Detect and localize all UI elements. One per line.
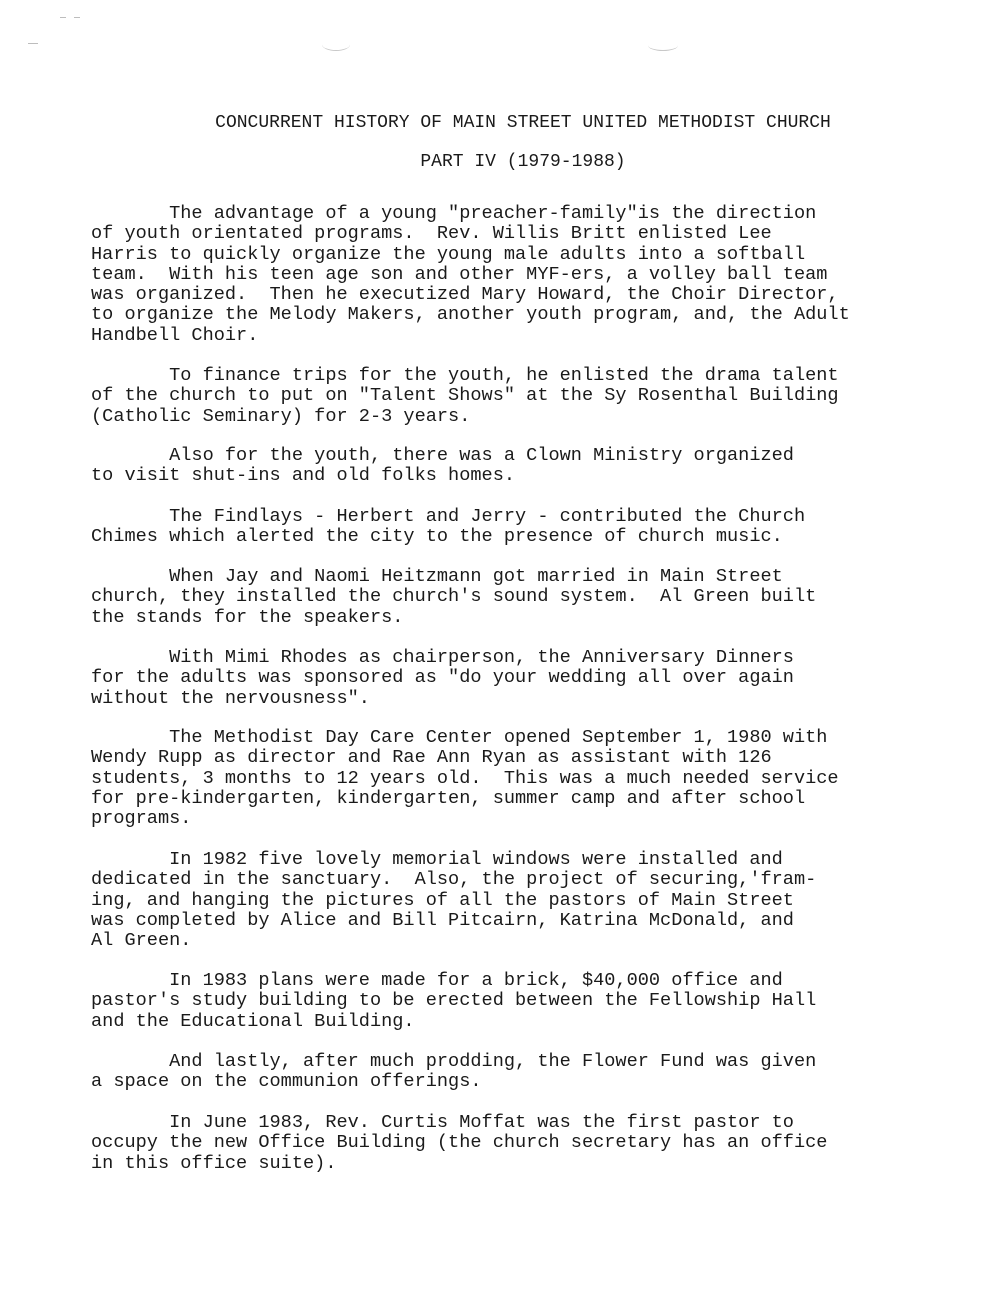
text-line: of youth orientated programs. Rev. Willis Britt enlisted Lee <box>91 223 772 245</box>
text-line: for the adults was sponsored as "do your wedding all over again <box>91 667 794 689</box>
text-line: Chimes which alerted the city to the presence of church music. <box>91 526 783 548</box>
text-line: Wendy Rupp as director and Rae Ann Ryan as assistant with 126 <box>91 747 772 769</box>
text-line: Harris to quickly organize the young male adults into a softball <box>91 243 806 265</box>
scan-smudge <box>322 38 350 51</box>
text-line: The advantage of a young "preacher-family"is the direction <box>91 203 817 224</box>
text-line: of the church to put on "Talent Shows" at the Sy Rosenthal Building <box>91 385 839 407</box>
document-subtitle: PART IV (1979-1988) <box>420 152 626 172</box>
text-line: was organized. Then he executized Mary Howard, the Choir Director, <box>91 284 839 306</box>
text-line: Also for the youth, there was a Clown Ministry organized <box>91 445 794 466</box>
paragraph-talent-shows <box>91 366 931 427</box>
text-line: Al Green. <box>91 930 192 952</box>
text-line: students, 3 months to 12 years old. This was a much needed service <box>91 767 839 789</box>
text-line: The Findlays - Herbert and Jerry - contributed the Church <box>91 506 806 527</box>
scan-mark <box>60 17 66 18</box>
text-line: The Methodist Day Care Center opened September 1, 1980 with <box>91 727 828 748</box>
text-line: to organize the Melody Makers, another youth program, and, the Adult <box>91 304 850 326</box>
paragraph-office-building-plans <box>91 971 931 1032</box>
text-line: and the Educational Building. <box>91 1010 415 1032</box>
document-title: CONCURRENT HISTORY OF MAIN STREET UNITED METHODIST CHURCH <box>215 113 831 133</box>
text-line: pastor's study building to be erected between the Fellowship Hall <box>91 990 817 1012</box>
text-line: was completed by Alice and Bill Pitcairn, Katrina McDonald, and <box>91 909 794 931</box>
text-line: church, they installed the church's sound system. Al Green built <box>91 586 817 608</box>
paragraph-first-pastor-office <box>91 1113 931 1174</box>
paragraph-anniversary-dinners <box>91 648 931 709</box>
text-line: the stands for the speakers. <box>91 606 404 628</box>
text-line: dedicated in the sanctuary. Also, the project of securing,'fram- <box>91 869 817 891</box>
scan-mark <box>74 17 80 18</box>
text-line: With Mimi Rhodes as chairperson, the Anniversary Dinners <box>91 647 794 668</box>
text-line: Handbell Choir. <box>91 324 259 346</box>
text-line: In 1983 plans were made for a brick, $40,000 office and <box>91 970 783 991</box>
paragraph-memorial-windows <box>91 850 931 951</box>
text-line: in this office suite). <box>91 1152 337 1174</box>
text-line: ing, and hanging the pictures of all the pastors of Main Street <box>91 889 794 911</box>
paragraph-clown-ministry <box>91 446 931 487</box>
paragraph-sound-system <box>91 567 931 628</box>
paragraph-flower-fund <box>91 1052 931 1093</box>
text-line: for pre-kindergarten, kindergarten, summer camp and after school <box>91 787 806 809</box>
text-line: without the nervousness". <box>91 687 370 709</box>
text-line: team. With his teen age son and other MYF-ers, a volley ball team <box>91 263 828 285</box>
text-line: When Jay and Naomi Heitzmann got married in Main Street <box>91 566 783 587</box>
paragraph-church-chimes <box>91 507 931 548</box>
text-line: a space on the communion offerings. <box>91 1071 482 1093</box>
scan-smudge <box>648 40 678 51</box>
text-line: occupy the new Office Building (the church secretary has an office <box>91 1132 828 1154</box>
text-line: In June 1983, Rev. Curtis Moffat was the first pastor to <box>91 1112 794 1133</box>
text-line: to visit shut-ins and old folks homes. <box>91 465 516 487</box>
paragraph-day-care-center <box>91 728 931 829</box>
text-line: In 1982 five lovely memorial windows were installed and <box>91 849 783 870</box>
paragraph-youth-programs <box>91 204 931 346</box>
text-line: (Catholic Seminary) for 2-3 years. <box>91 405 471 427</box>
text-line: And lastly, after much prodding, the Flower Fund was given <box>91 1051 817 1072</box>
scan-mark <box>28 43 38 44</box>
text-line: programs. <box>91 808 192 830</box>
text-line: To finance trips for the youth, he enlisted the drama talent <box>91 365 839 386</box>
